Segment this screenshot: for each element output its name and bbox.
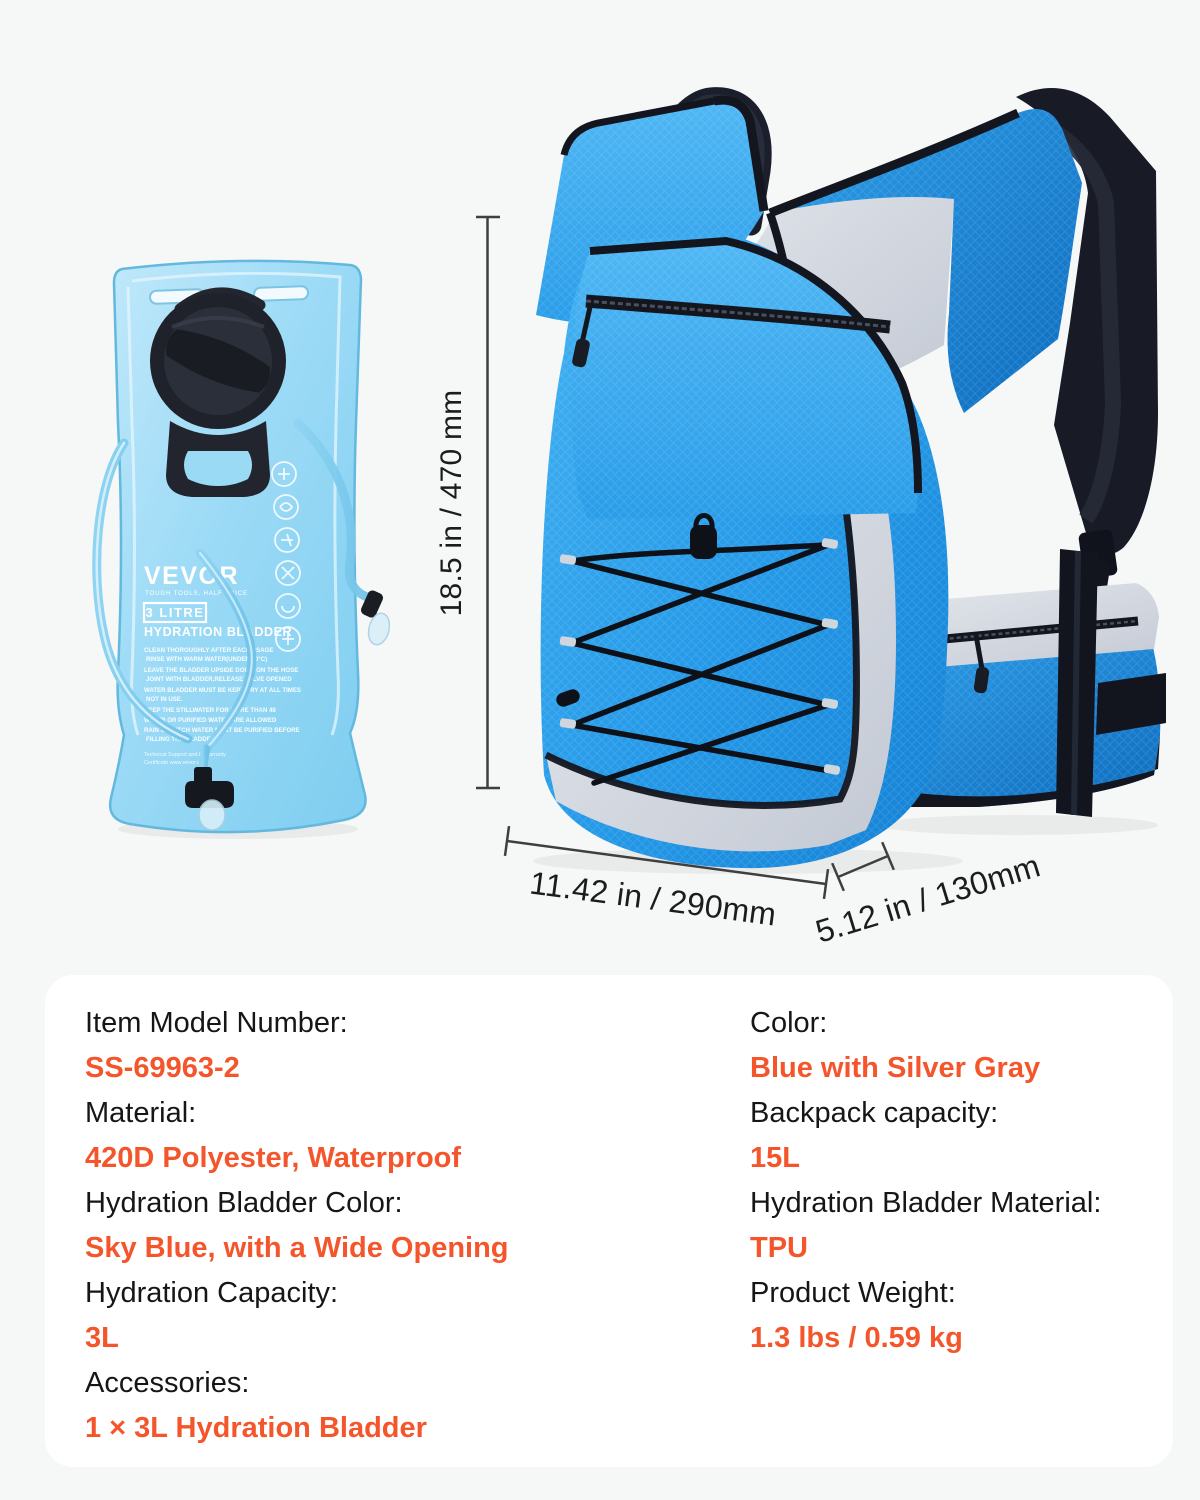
spec-item-product-weight bbox=[750, 1271, 1150, 1361]
spec-item-material bbox=[85, 1091, 705, 1181]
spec-label: Hydration Bladder Material: bbox=[750, 1187, 1102, 1219]
spec-label: Product Weight: bbox=[750, 1277, 956, 1309]
depth-dim-tick-left bbox=[832, 863, 844, 891]
bladder-care-line: CLEAN THOROUGHLY AFTER EACH USAGE bbox=[144, 647, 274, 654]
spec-column-left bbox=[85, 1001, 705, 1451]
spec-item-accessories bbox=[85, 1361, 705, 1451]
spec-label: Material: bbox=[85, 1097, 197, 1129]
spec-value: Blue with Silver Gray bbox=[750, 1052, 1041, 1084]
bladder-product-name: HYDRATION BLADDER bbox=[144, 625, 293, 639]
spec-label: Item Model Number: bbox=[85, 1007, 348, 1039]
bladder-care-line: NOT IN USE. bbox=[146, 696, 183, 703]
spec-value: TPU bbox=[750, 1232, 808, 1264]
bladder-care-line: RAIN OR DITCH WATER MUST BE PURIFIED BEFORE bbox=[144, 727, 300, 734]
bladder-care-line: FILLING THE BLADDER. bbox=[146, 736, 217, 743]
spec-label: Backpack capacity: bbox=[750, 1097, 999, 1129]
bladder-support-line: Certificate www.vevor.com bbox=[144, 760, 208, 766]
spec-value: 420D Polyester, Waterproof bbox=[85, 1142, 462, 1174]
bladder-care-line: JOINT WITH BLADDER,RELEASE VALVE OPENED bbox=[146, 676, 292, 683]
spec-value: Sky Blue, with a Wide Opening bbox=[85, 1232, 509, 1264]
bladder-brand-tagline: TOUGH TOOLS, HALF PRICE bbox=[145, 590, 248, 597]
spec-panel bbox=[45, 975, 1173, 1467]
spec-label: Color: bbox=[750, 1007, 828, 1039]
spec-value: 1 × 3L Hydration Bladder bbox=[85, 1412, 427, 1444]
bladder-capacity-badge: 3 LITRE bbox=[145, 605, 205, 620]
bladder-care-line: RINSE WITH WARM WATER(UNDER 50°C) bbox=[146, 656, 268, 663]
spec-item-bladder-color bbox=[85, 1181, 705, 1271]
spec-value: 15L bbox=[750, 1142, 800, 1174]
spec-column-right bbox=[750, 1001, 1150, 1361]
spec-item-hydration-capacity bbox=[85, 1271, 705, 1361]
spec-value: SS-69963-2 bbox=[85, 1052, 240, 1084]
depth-dimension-label: 5.12 in / 130mm bbox=[811, 847, 1045, 950]
height-dimension-label: 18.5 in / 470 mm bbox=[435, 389, 468, 617]
width-dimension-label: 11.42 in / 290mm bbox=[527, 864, 779, 933]
bladder-brand: VEVOR bbox=[144, 562, 240, 590]
spec-item-color bbox=[750, 1001, 1150, 1091]
spec-value: 1.3 lbs / 0.59 kg bbox=[750, 1322, 963, 1354]
spec-label: Hydration Capacity: bbox=[85, 1277, 339, 1309]
bladder-care-line: LEAVE THE BLADDER UPSIDE DOWN ON THE HOSE bbox=[144, 667, 299, 674]
bladder-care-line: WATER BLADDER MUST BE KEPT DRY AT ALL TIMES bbox=[144, 687, 301, 694]
spec-item-bladder-material bbox=[750, 1181, 1150, 1271]
depth-dim-line bbox=[838, 856, 888, 877]
spec-item-model-number bbox=[85, 1001, 705, 1091]
depth-dim-tick-right bbox=[882, 842, 894, 870]
spec-label: Hydration Bladder Color: bbox=[85, 1187, 403, 1219]
bladder-care-line: WATER OR PURIFIED WATER ARE ALLOWED bbox=[144, 717, 277, 724]
spec-label: Accessories: bbox=[85, 1367, 250, 1399]
spec-value: 3L bbox=[85, 1322, 119, 1354]
bladder-care-line: KEEP THE STILLWATER FOR MORE THAN 48 bbox=[144, 707, 276, 714]
bladder-support-line: Technical Support and E-Warranty bbox=[144, 752, 226, 758]
spec-item-backpack-capacity bbox=[750, 1091, 1150, 1181]
